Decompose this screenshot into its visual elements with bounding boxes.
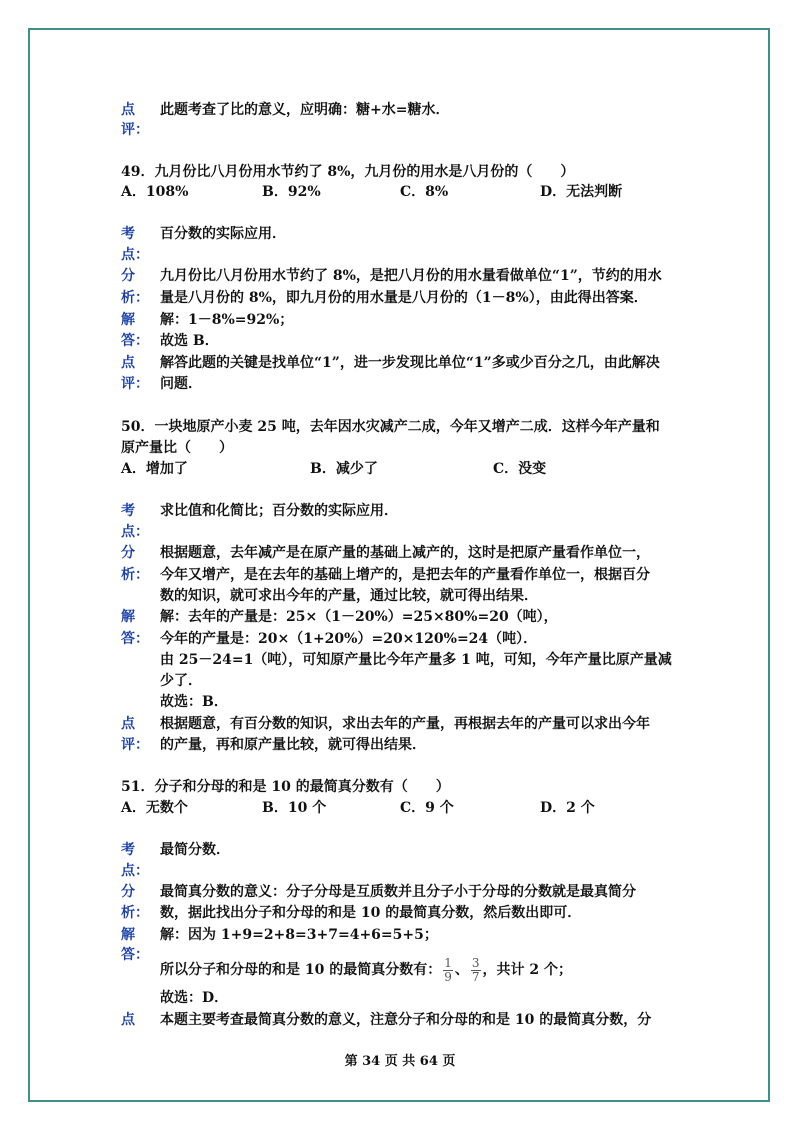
label-dian: 点: [121, 1012, 135, 1028]
label-da: 答：: [121, 631, 149, 647]
solution-text: 解：去年的产量是：25×（1－20%）=25×80%=20（吨），: [160, 609, 558, 625]
label-jie: 解: [121, 927, 135, 943]
option-a: A．增加了: [121, 461, 188, 477]
label-jie: 解: [121, 312, 135, 328]
solution-text: 少了．: [160, 673, 202, 689]
solution-text: 由 25－24=1（吨），可知原产量比今年产量多 1 吨，可知，今年产量比原产量减: [160, 652, 672, 668]
question-stem: 51．分子和分母的和是 10 的最简真分数有（ ）: [121, 779, 450, 795]
solution-text: 故选 B．: [160, 333, 219, 349]
comment-text: 本题主要考查最简真分数的意义，注意分子和分母的和是 10 的最简真分数，分: [160, 1012, 652, 1028]
label-ping: 评：: [121, 376, 149, 392]
label-kao: 考: [121, 842, 135, 858]
fraction-numerator: 1: [444, 955, 452, 970]
option-c: C．没变: [493, 461, 547, 477]
label-dian: 点: [121, 716, 135, 732]
label-da: 答：: [121, 947, 149, 963]
analysis-text: 量是八月份的 8%，即九月份的用水量是八月份的（1－8%），由此得出答案．: [160, 290, 648, 306]
analysis-text: 根据题意，去年减产是在原产量的基础上减产的，这时是把原产量看作单位一，: [160, 545, 650, 561]
label-dian: 点: [121, 102, 135, 118]
label-xi: 析：: [121, 905, 149, 921]
label-fen: 分: [121, 268, 135, 284]
solution-text-pre: 所以分子和分母的和是 10 的最简真分数有：: [160, 962, 442, 978]
option-b: B．减少了: [310, 461, 378, 477]
label-dian: 点：: [121, 863, 149, 879]
question-stem: 49．九月份比八月份用水节约了 8%，九月份的用水是八月份的（ ）: [121, 164, 575, 180]
separator: 、: [454, 962, 469, 978]
kao-text: 百分数的实际应用．: [160, 226, 286, 242]
option-c: C．9 个: [400, 800, 454, 816]
label-da: 答：: [121, 333, 149, 349]
option-c: C．8%: [400, 184, 449, 200]
option-d: D．2 个: [540, 800, 595, 816]
label-jie: 解: [121, 609, 135, 625]
label-kao: 考: [121, 503, 135, 519]
option-b: B．92%: [262, 184, 321, 200]
question-stem: 50．一块地原产小麦 25 吨，去年因水灾减产二成，今年又增产二成．这样今年产量和: [121, 419, 660, 435]
option-a: A．108%: [121, 184, 189, 200]
question-stem: 原产量比（ ）: [121, 440, 233, 456]
fraction-3-7: [471, 957, 481, 984]
label-xi: 析：: [121, 290, 149, 306]
analysis-text: 数，据此找出分子和分母的和是 10 的最简真分数，然后数出即可．: [160, 905, 582, 921]
solution-text: 故选：D．: [160, 990, 229, 1006]
fraction-numerator: 3: [471, 955, 480, 970]
label-kao: 考: [121, 226, 135, 242]
analysis-text: 今年又增产，是在去年的基础上增产的，是把去年的产量看作单位一，根据百分: [160, 567, 650, 583]
label-xi: 析：: [121, 567, 149, 583]
comment-text: 的产量，再和原产量比较，就可得出结果．: [160, 737, 426, 753]
option-b: B．10 个: [262, 800, 327, 816]
analysis-text: 九月份比八月份用水节约了 8%，是把八月份的用水量看做单位“1”，节约的用水: [160, 268, 662, 284]
solution-text: [160, 955, 572, 985]
option-a: A．无数个: [121, 800, 188, 816]
analysis-text: 最简真分数的意义：分子分母是互质数并且分子小于分母的分数就是最真简分: [160, 884, 636, 900]
label-dian: 点: [121, 355, 135, 371]
comment-text: 根据题意，有百分数的知识，求出去年的产量，再根据去年的产量可以求出今年: [160, 716, 650, 732]
label-ping: 评：: [121, 122, 149, 138]
option-d: D．无法判断: [540, 184, 623, 200]
fraction-denominator: 7: [471, 969, 480, 984]
solution-text: 今年的产量是：20×（1+20%）=20×120%=24（吨）．: [160, 631, 538, 647]
label-fen: 分: [121, 545, 135, 561]
label-dian: 点：: [121, 524, 149, 540]
solution-text: 解：因为 1+9=2+8=3+7=4+6=5+5；: [160, 927, 438, 943]
comment-text: 问题．: [160, 376, 202, 392]
label-ping: 评：: [121, 737, 149, 753]
label-dian: 点：: [121, 247, 149, 263]
fraction-1-9: [443, 957, 453, 984]
analysis-text: 数的知识，就可求出今年的产量，通过比较，就可得出结果．: [160, 588, 538, 604]
comment-text: 此题考查了比的意义，应明确：糖+水=糖水．: [160, 102, 450, 118]
page-footer: 第 34 页 共 64 页: [344, 1054, 456, 1069]
solution-text-post: ，共计 2 个；: [482, 962, 573, 978]
kao-text: 最简分数．: [160, 842, 230, 858]
kao-text: 求比值和化简比；百分数的实际应用．: [160, 503, 398, 519]
fraction-denominator: 9: [444, 969, 452, 984]
solution-text: 解：1－8%=92%；: [160, 312, 294, 328]
label-fen: 分: [121, 884, 135, 900]
comment-text: 解答此题的关键是找单位“1”，进一步发现比单位“1”多或少百分之几，由此解决: [160, 355, 660, 371]
solution-text: 故选：B．: [160, 694, 228, 710]
